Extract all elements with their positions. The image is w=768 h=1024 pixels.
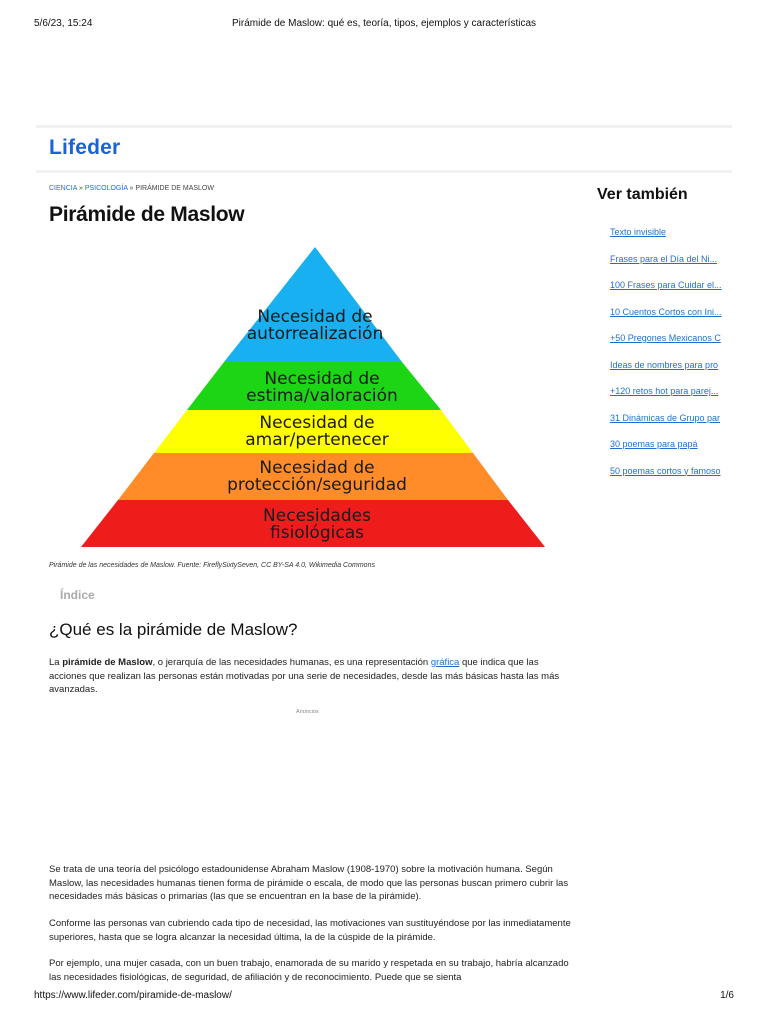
list-item <box>610 386 732 413</box>
pyramid-label: amar/pertenecer <box>245 430 389 450</box>
print-date: 5/6/23, 15:24 <box>34 18 93 29</box>
list-item <box>610 227 732 254</box>
print-header <box>34 18 734 32</box>
related-links-list <box>610 227 732 492</box>
site-logo[interactable]: Lifeder <box>49 136 121 159</box>
list-item <box>610 439 732 466</box>
list-item <box>610 280 732 307</box>
section-heading: ¿Qué es la pirámide de Maslow? <box>49 620 298 639</box>
site-header <box>36 125 732 173</box>
article-paragraph: Por ejemplo, una mujer casada, con un buen trabajo, enamorada de su marido y respetada en su trabajo, habría alcanzado las necesidades fisiológicas, de seguridad, de afiliación y de reconocimiento. Puede que se sienta <box>49 958 569 983</box>
breadcrumb-psicologia[interactable]: PSICOLOGÍA <box>84 185 128 192</box>
pyramid-label: estima/valoración <box>246 386 398 406</box>
pyramid-label: Necesidad de <box>264 369 380 389</box>
maslow-pyramid-image <box>67 247 545 547</box>
article-title: Pirámide de Maslow <box>49 203 245 226</box>
breadcrumb-separator: » <box>77 185 85 192</box>
breadcrumb <box>49 185 214 192</box>
link-grafica[interactable]: gráfica <box>430 657 460 668</box>
list-item <box>610 254 732 281</box>
article-paragraph <box>49 656 571 697</box>
related-link[interactable]: 30 poemas para papá <box>610 439 698 449</box>
paragraph-text: que indica que las acciones que realizan las personas están motivadas por una serie de necesidades, desde las más básicas hasta las más avanzadas. <box>49 657 560 696</box>
ad-label: Anuncios <box>296 709 319 715</box>
pyramid-label: autorrealización <box>246 324 384 344</box>
list-item <box>610 413 732 440</box>
list-item <box>610 333 732 360</box>
related-link[interactable]: 50 poemas cortos y famoso <box>610 465 721 476</box>
pyramid-level-autorrealizacion <box>224 247 402 362</box>
pyramid-label: Necesidad de <box>257 307 373 327</box>
pyramid-label: protección/seguridad <box>227 475 407 495</box>
paragraph-bold-text: pirámide de Maslow <box>62 657 153 668</box>
related-link[interactable]: 10 Cuentos Cortos con Ini... <box>610 306 722 317</box>
breadcrumb-ciencia[interactable]: CIENCIA <box>49 185 78 192</box>
print-url: https://www.lifeder.com/piramide-de-maslow/ <box>34 990 232 1001</box>
related-link[interactable]: Ideas de nombres para pro <box>610 359 719 370</box>
breadcrumb-current: PIRÁMIDE DE MASLOW <box>135 185 214 192</box>
list-item <box>610 360 732 387</box>
related-link[interactable]: +120 retos hot para parej... <box>610 386 719 396</box>
list-item <box>610 466 732 493</box>
pyramid-label: fisiológicas <box>270 523 364 543</box>
breadcrumb-separator: » <box>127 185 136 192</box>
article-paragraph: Se trata de una teoría del psicólogo estadounidense Abraham Maslow (1908-1970) sobre la motivación humana. Según Maslow, las necesidades humanas tienen forma de pirámide o escala, de modo que las personas buscan primero cubrir las necesidades más básicas o primarias (las que se encuentran en la base de la pirámide). <box>49 864 569 903</box>
pyramid-label: Necesidades <box>263 506 371 526</box>
related-link[interactable]: Texto invisible <box>610 227 667 237</box>
sidebar-title: Ver también <box>597 186 688 203</box>
print-page-number: 1/6 <box>720 990 734 1001</box>
pyramid-label: Necesidad de <box>259 413 375 433</box>
print-page-title: Pirámide de Maslow: qué es, teoría, tipos, ejemplos y características <box>231 18 537 29</box>
pyramid-label: Necesidad de <box>259 458 375 478</box>
image-caption: Pirámide de las necesidades de Maslow. Fuente: FireflySixtySeven, CC BY-SA 4.0, Wikimedia Commons <box>49 562 375 569</box>
table-of-contents-toggle[interactable]: Índice <box>60 588 95 602</box>
print-footer <box>34 990 734 1004</box>
related-link[interactable]: 100 Frases para Cuidar el... <box>610 280 722 290</box>
related-link[interactable]: 31 Dinámicas de Grupo par <box>610 412 721 423</box>
pyramid-graphic <box>67 247 545 547</box>
article-paragraph: Conforme las personas van cubriendo cada tipo de necesidad, las motivaciones van sustituyéndose por las inmediatamente superiores, hasta que se logra alcanzar la necesidad última, la de la cúspide de la pirámide. <box>49 918 571 943</box>
paragraph-text: La <box>49 657 63 668</box>
paragraph-text: , o jerarquía de las necesidades humanas, es una representación <box>152 657 431 668</box>
related-link[interactable]: +50 Pregones Mexicanos C <box>610 333 721 343</box>
related-link[interactable]: Frases para el Día del Ni... <box>610 253 718 264</box>
list-item <box>610 307 732 334</box>
